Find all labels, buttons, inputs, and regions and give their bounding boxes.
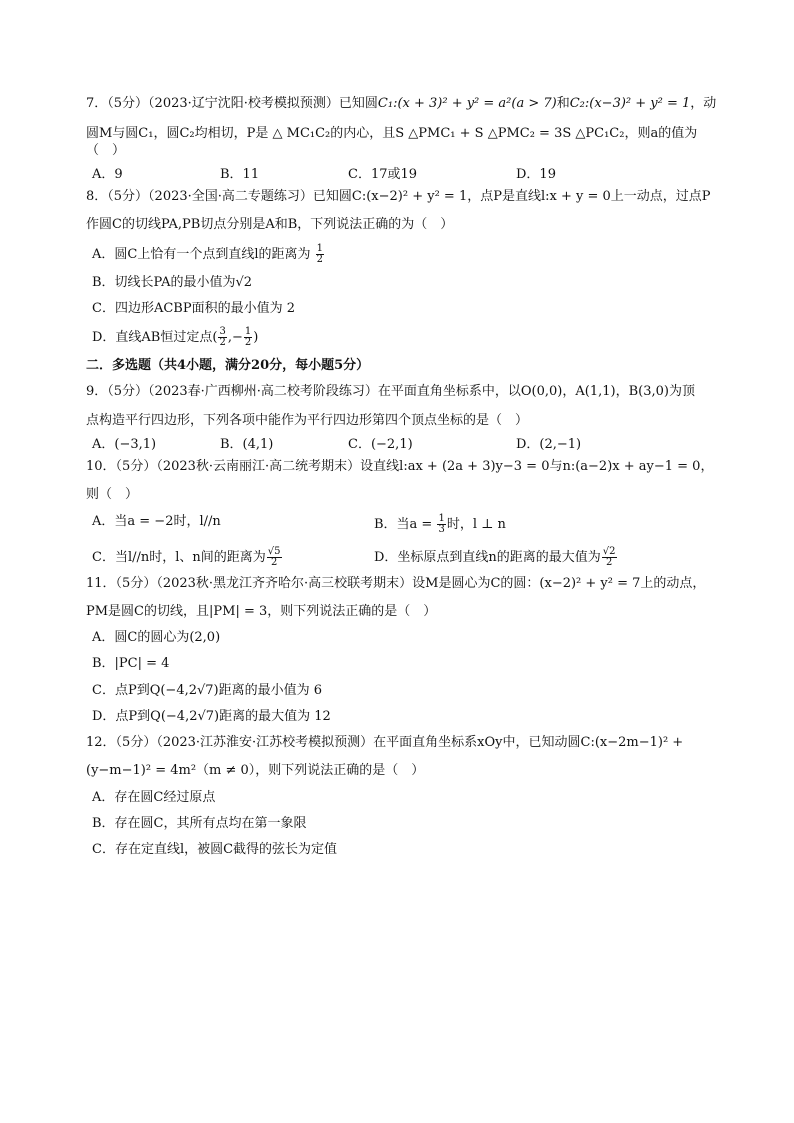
fraction: $\frac{1}{2}$ — [244, 326, 252, 348]
question-7 — [86, 96, 726, 183]
question-11 — [86, 576, 726, 726]
fraction: $\frac{3}{2}$ — [219, 326, 226, 348]
option-a: A．9 — [92, 166, 123, 182]
question-7-stem-line2: 圆M与圆C₁，圆C₂均相切，P是 △ MC₁C₂的内心，且S △PMC₁ + S △PMC₂ = 3S △PC₁C₂，则a的值为（ ） — [86, 126, 698, 158]
question-11-option-a: A．圆C的圆心为(2,0) — [92, 630, 221, 645]
question-11-option-b: B．|PC| = 4 — [92, 656, 170, 672]
question-9-options — [86, 437, 726, 453]
option-d: D．19 — [516, 166, 556, 182]
question-10-options — [86, 514, 726, 568]
section-heading: 二．多选题（共4小题，满分20分，每小题5分） — [86, 358, 370, 373]
question-7-stem: 7．（5分）（2023·辽宁沈阳·校考模拟预测）已知圆C₁:(x + 3)² + y² = a²(a > 7)和C₂:(x−3)² + y² = 1，动 — [86, 96, 717, 111]
option-a: A．(−3,1) — [92, 436, 157, 452]
question-10-stem-line1: 10．（5分）（2023秋·云南丽江·高二统考期末）设直线l:ax + (2a + 3)y−3 = 0与n:(a−2)x + ay−1 = 0， — [86, 459, 714, 474]
question-9-stem-line1: 9．（5分）（2023春·广西柳州·高二校考阶段练习）在平面直角坐标系中，以O(0,0)，A(1,1)，B(3,0)为顶 — [86, 384, 695, 400]
option-b: B．当a = $\frac{1}{3}$ 时，l ⊥ n — [374, 512, 506, 535]
option-c: C．当l//n时，l、n间的距离为 $\frac{√5}{2}$ — [92, 545, 281, 568]
question-8-option-a: A．圆C上恰有一个点到直线l的距离为 $\frac{1}{2}$ — [92, 242, 324, 265]
option-c: C．17或19 — [348, 166, 418, 182]
fraction: $\frac{1}{2}$ — [316, 242, 324, 265]
question-12 — [86, 735, 726, 858]
question-8-option-c: C．四边形ACBP面积的最小值为 2 — [92, 300, 295, 316]
question-8 — [86, 189, 726, 348]
question-9-stem-line2: 点构造平行四边形，下列各项中能作为平行四边形第四个顶点坐标的是（ ） — [86, 412, 529, 428]
question-10-stem-line2: 则（ ） — [86, 487, 139, 503]
question-12-option-a: A．存在圆C经过原点 — [92, 789, 216, 805]
question-8-stem-line2: 作圆C的切线PA,PB切点分别是A和B，下列说法正确的为（ ） — [86, 217, 454, 233]
fraction: $\frac{√5}{2}$ — [267, 545, 281, 568]
question-11-stem-line2: PM是圆C的切线，且|PM| = 3，则下列说法正确的是（ ） — [86, 603, 437, 619]
question-8-stem-line1: 8．（5分）（2023·全国·高二专题练习）已知圆C:(x−2)² + y² = 1，点P是直线l:x + y = 0上一动点，过点P — [86, 189, 711, 204]
question-11-option-d: D．点P到Q(−4,2√7)距离的最大值为 12 — [92, 708, 331, 724]
fraction: $\frac{√2}{2}$ — [602, 545, 616, 568]
question-12-option-c: C．存在定直线l，被圆C截得的弦长为定值 — [92, 842, 338, 857]
question-12-stem-line2: (y−m−1)² = 4m²（m ≠ 0），则下列说法正确的是（ ） — [86, 763, 425, 779]
option-d: D．(2,−1) — [516, 436, 582, 452]
question-11-option-c: C．点P到Q(−4,2√7)距离的最小值为 6 — [92, 682, 323, 698]
option-a: A．当a = −2时，l//n — [92, 513, 221, 529]
fraction: $\frac{1}{3}$ — [438, 512, 445, 535]
question-11-stem-line1: 11．（5分）（2023秋·黑龙江齐齐哈尔·高三校联考期末）设M是圆心为C的圆：(x−2)² + y² = 7上的动点， — [86, 575, 706, 591]
option-b: B．11 — [220, 166, 260, 182]
question-9 — [86, 384, 726, 453]
question-10 — [86, 459, 726, 568]
option-d: D．坐标原点到直线n的距离的最大值为 $\frac{√2}{2}$ — [374, 545, 616, 568]
question-12-option-b: B．存在圆C，其所有点均在第一象限 — [92, 815, 307, 831]
question-8-option-b: B．切线长PA的最小值为√2 — [92, 274, 253, 290]
option-b: B．(4,1) — [220, 436, 274, 452]
question-7-options — [86, 167, 726, 183]
exam-page — [86, 96, 726, 868]
question-8-option-d: D．直线AB恒过定点( $\frac{3}{2}$ ,− $\frac{1}{2}$ ) — [92, 326, 259, 348]
question-12-stem-line1: 12．（5分）（2023·江苏淮安·江苏校考模拟预测）在平面直角坐标系xOy中，已知动圆C:(x−2m−1)² + — [86, 735, 684, 750]
option-c: C．(−2,1) — [348, 436, 413, 452]
